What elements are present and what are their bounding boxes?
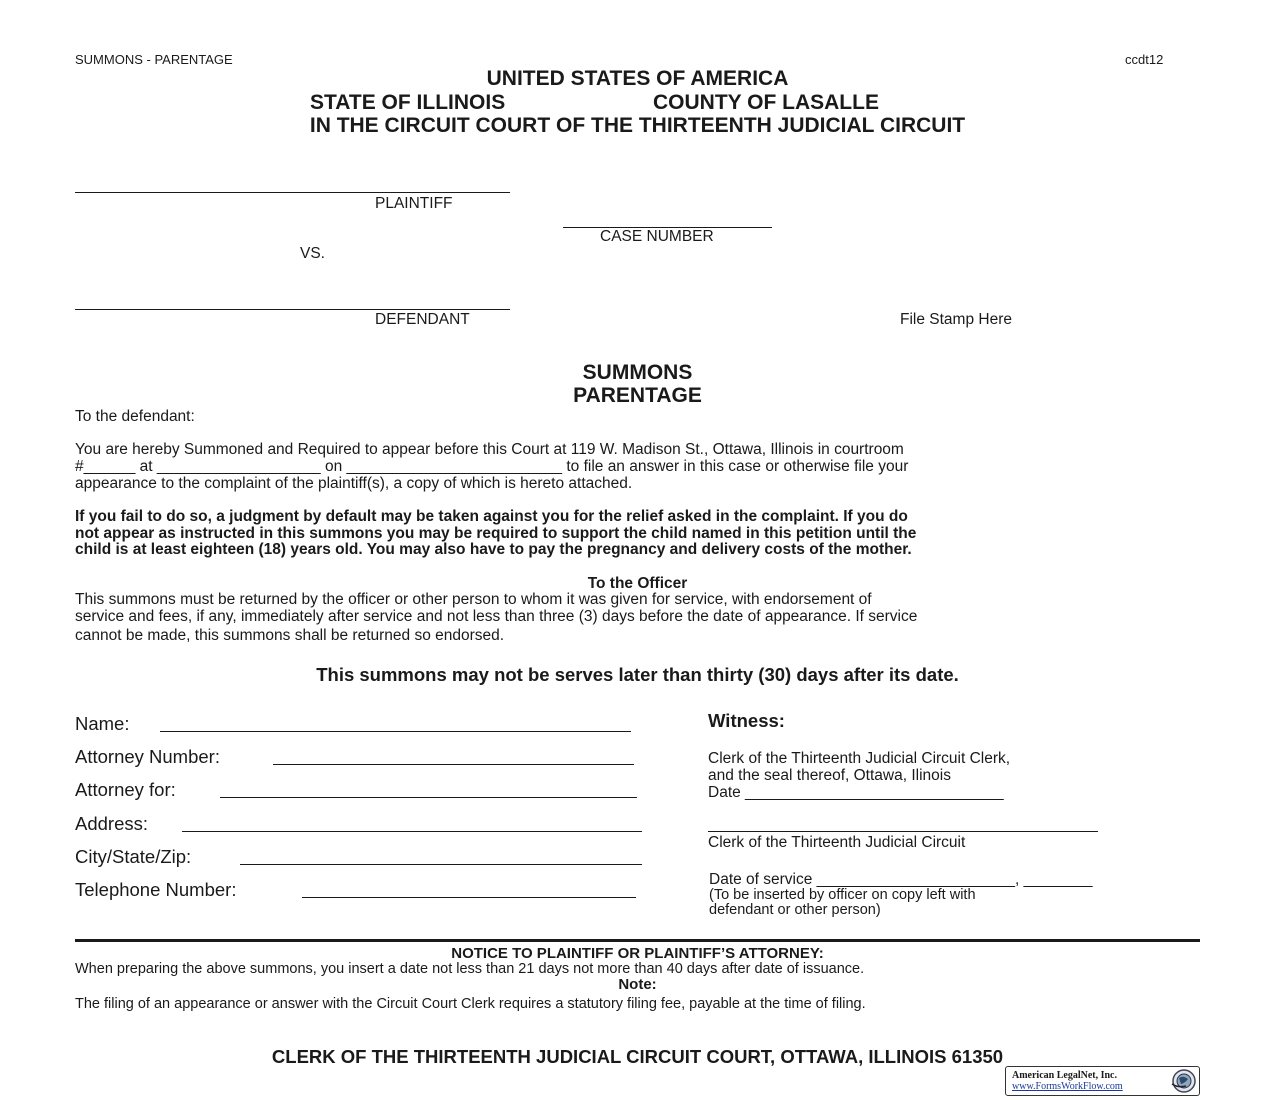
plaintiff-line[interactable] [75,192,510,193]
officer-paragraph-line: This summons must be returned by the officer or other person to whom it was given for service, with endorsement of [75,591,872,608]
name-field[interactable] [160,731,631,732]
summons-paragraph-line[interactable]: #______ at ___________________ on _________________________ to file an answer in this case or otherwise file your [75,458,909,475]
salutation: To the defendant: [75,408,195,425]
logo-company-name: American LegalNet, Inc. [1012,1070,1117,1081]
default-warning-line: If you fail to do so, a judgment by default may be taken against you for the relief asked in the complaint. If you do [75,508,908,525]
officer-paragraph-line: cannot be made, this summons shall be returned so endorsed. [75,627,505,644]
witness-heading: Witness: [708,710,785,731]
vs-label: VS. [300,245,325,262]
attorney-number-label: Attorney Number: [75,746,220,767]
clerk-line: Clerk of the Thirteenth Judicial Circuit Clerk, [708,750,1011,767]
service-deadline: This summons may not be serves later than thirty (30) days after its date. [316,664,959,685]
notice-text: When preparing the above summons, you insert a date not less than 21 days not more than 40 days after date of issuance. [75,961,865,977]
notice-heading: NOTICE TO PLAINTIFF OR PLAINTIFF’S ATTORNEY: [451,945,824,962]
file-stamp-label: File Stamp Here [900,311,1012,328]
witness-date-field[interactable]: Date ______________________________ [708,784,1004,801]
form-code: ccdt12 [1125,52,1164,67]
note-text: The filing of an appearance or answer with the Circuit Court Clerk requires a statutory filing fee, payable at the time of filing. [75,996,866,1012]
header-state: STATE OF ILLINOIS [310,91,506,114]
attorney-number-field[interactable] [273,764,634,765]
address-label: Address: [75,813,149,834]
summons-paragraph-line: appearance to the complaint of the plaintiff(s), a copy of which is hereto attached. [75,475,633,492]
default-warning-line: not appear as instructed in this summons you may be required to support the child named in this petition until the [75,525,917,542]
globe-icon [1170,1068,1196,1094]
form-title: SUMMONS - PARENTAGE [75,52,233,67]
telephone-field[interactable] [302,897,636,898]
officer-heading: To the Officer [587,575,688,592]
name-label: Name: [75,713,130,734]
american-legalnet-logo[interactable] [1005,1066,1200,1096]
header-country: UNITED STATES OF AMERICA [486,67,789,90]
summons-paragraph-line: You are hereby Summoned and Required to appear before this Court at 119 W. Madison St., Ottawa, Illinois in courtroom [75,441,904,458]
address-field[interactable] [182,831,642,832]
clerk-signature-label: Clerk of the Thirteenth Judicial Circuit [708,834,966,851]
header-court: IN THE CIRCUIT COURT OF THE THIRTEENTH JUDICIAL CIRCUIT [309,114,966,137]
plaintiff-label: PLAINTIFF [375,195,453,212]
default-warning-line: child is at least eighteen (18) years old. You may also have to pay the pregnancy and delivery costs of the mother. [75,541,912,558]
notice-divider [75,939,1200,942]
service-note-line: defendant or other person) [709,902,881,918]
clerk-seal-line: and the seal thereof, Ottawa, Ilinois [708,767,951,784]
case-number-label: CASE NUMBER [600,228,714,245]
telephone-label: Telephone Number: [75,879,237,900]
document-title: SUMMONS [582,361,693,384]
clerk-signature-line[interactable] [708,831,1098,832]
header-county: COUNTY OF LASALLE [653,91,879,114]
date-of-service-field[interactable]: Date of service _______________________, ________ [709,871,1093,888]
attorney-for-field[interactable] [220,797,637,798]
defendant-line[interactable] [75,309,510,310]
attorney-for-label: Attorney for: [75,779,176,800]
city-state-zip-label: City/State/Zip: [75,846,192,867]
document-subtitle: PARENTAGE [573,384,702,407]
officer-paragraph-line: service and fees, if any, immediately after service and not less than three (3) days before the date of appearance. If service [75,608,918,625]
service-note-line: (To be inserted by officer on copy left with [709,887,976,903]
logo-url-link[interactable]: www.FormsWorkFlow.com [1012,1081,1123,1092]
city-state-zip-field[interactable] [240,864,642,865]
defendant-label: DEFENDANT [375,311,470,328]
note-heading: Note: [618,976,657,993]
clerk-address: CLERK OF THE THIRTEENTH JUDICIAL CIRCUIT COURT, OTTAWA, ILLINOIS 61350 [271,1046,1004,1067]
